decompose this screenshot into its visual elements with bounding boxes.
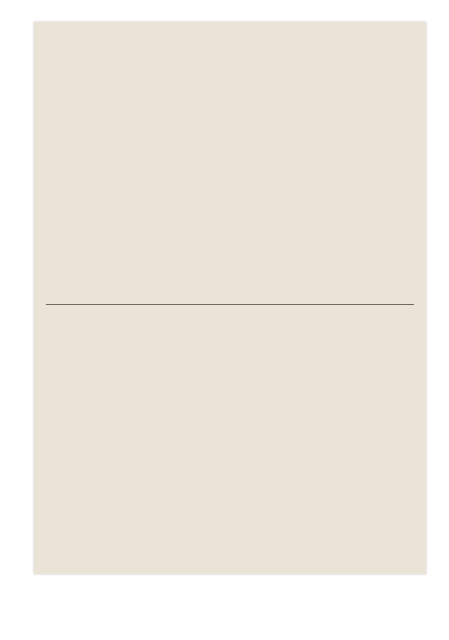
- member-roster: [44, 312, 416, 552]
- article-text: [42, 32, 416, 290]
- section-divider: [46, 304, 414, 305]
- document-page: [34, 22, 426, 574]
